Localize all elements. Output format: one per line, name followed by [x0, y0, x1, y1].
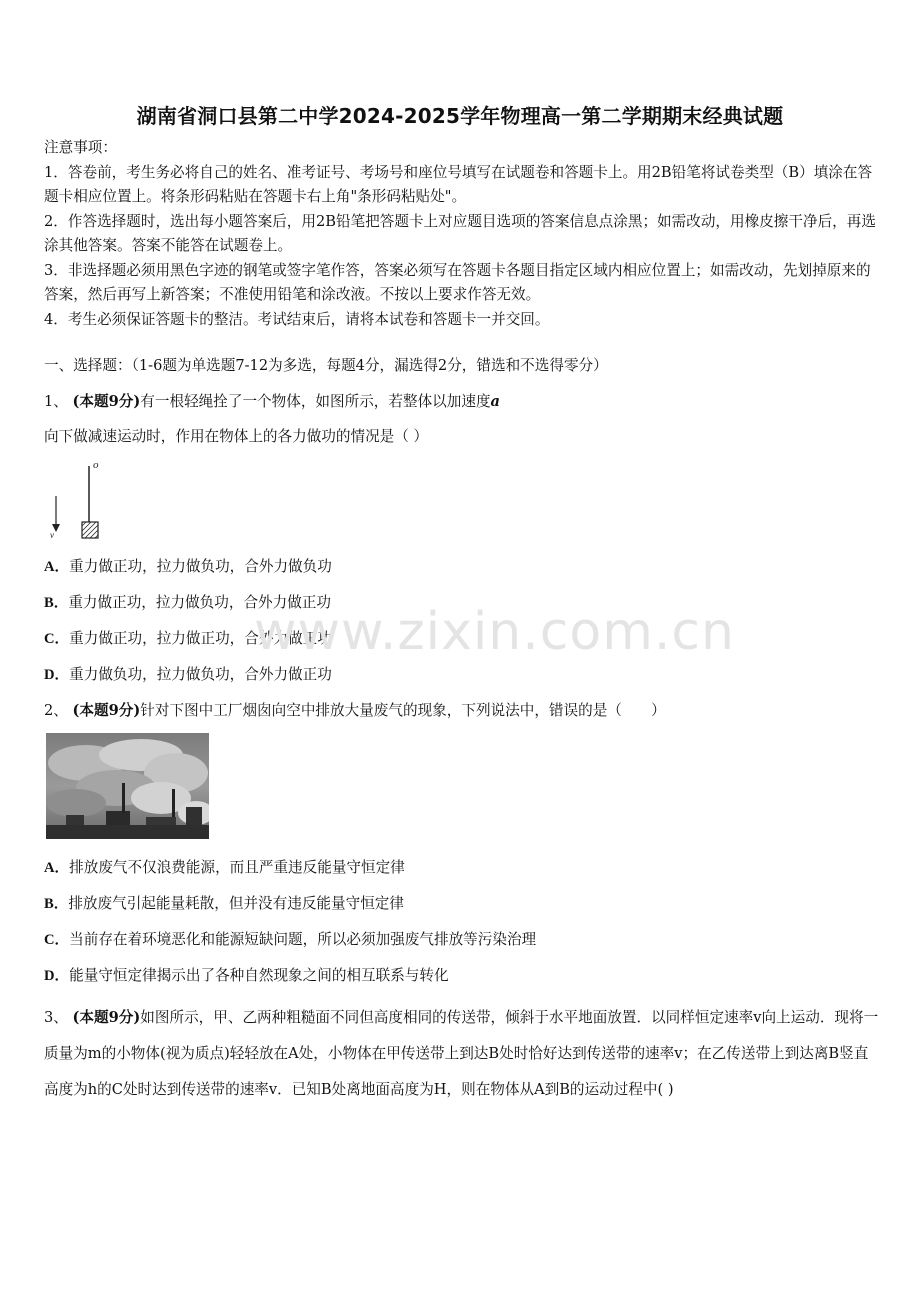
velocity-label: v: [50, 530, 54, 540]
option-text: 重力做负功，拉力做负功，合外力做正功: [69, 666, 332, 683]
option-key: C．: [44, 631, 70, 647]
option-c: [44, 928, 536, 949]
option-text: 排放废气不仅浪费能源，而且严重违反能量守恒定律: [69, 859, 405, 876]
option-text: 排放废气引起能量耗散，但并没有违反能量守恒定律: [68, 895, 404, 912]
question-stem-part2: 向下做减速运动时，作用在物体上的各力做功的情况是（ ）: [44, 428, 429, 445]
rope-object-diagram: [46, 456, 116, 542]
notice-item-3: 3．非选择题必须用黑色字迹的钢笔或签字笔作答，答案必须写在答题卡各题目指定区域内相应位置上；如需改动，先划掉原来的答案，然后再写上新答案；不准使用铅笔和涂改液。不按以上要求作答无效。: [44, 261, 871, 303]
point-o-label: o: [93, 459, 99, 471]
option-text: 重力做正功，拉力做负功，合外力做正功: [68, 594, 332, 611]
notice-item-2: 2．作答选择题时，选出每小题答案后，用2B铅笔把答题卡上对应题目选项的答案信息点涂黑；如需改动，用橡皮擦干净后，再选涂其他答案。答案不能答在试题卷上。: [44, 212, 876, 254]
option-key: B．: [44, 896, 69, 912]
option-text: 当前存在着环境恶化和能源短缺问题，所以必须加强废气排放等污染治理: [69, 931, 537, 948]
option-a: [44, 555, 332, 576]
option-text: 重力做正功，拉力做负功，合外力做负功: [69, 558, 332, 575]
question-stem: 针对下图中工厂烟囱向空中排放大量废气的现象，下列说法中，错误的是（ ）: [140, 702, 666, 719]
option-text: 重力做正功，拉力做正功，合外力做正功: [69, 630, 332, 647]
notice-item-1: 1．答卷前，考生务必将自己的姓名、准考证号、考场号和座位号填写在试题卷和答题卡上。用2B铅笔将试卷类型（B）填涂在答题卡相应位置上。将条形码粘贴在答题卡右上角"条形码粘贴处"。: [44, 163, 873, 205]
option-key: D．: [44, 968, 70, 984]
option-key: C．: [44, 932, 70, 948]
section-heading: 一、选择题：（1-6题为单选题7-12为多选，每题4分，漏选得2分，错选和不选得零分）: [44, 357, 608, 374]
question-number: 1、: [44, 393, 68, 410]
question-stem: 如图所示，甲、乙两种粗糙面不同但高度相同的传送带，倾斜于水平地面放置．以同样恒定速率v向上运动．现将一质量为m的小物体(视为质点)轻轻放在A处，小物体在甲传送带上到达B处时恰好达到传送带的速率v；在乙传送带上到达离B竖直高度为h的C处时达到传送带的速率v．已知B处离地面高度为H，则在物体从A到B的运动过程中( ): [44, 1009, 879, 1098]
question-3: [44, 1000, 882, 1108]
option-key: B．: [44, 595, 69, 611]
watermark: www.zixin.com.cn: [254, 602, 735, 662]
question-number: 2、: [44, 702, 68, 719]
option-key: D．: [44, 667, 70, 683]
question-2: [44, 699, 882, 720]
page-title: 湖南省洞口县第二中学2024-2025学年物理高一第二学期期末经典试题: [136, 104, 784, 128]
notice-heading: 注意事项：: [44, 139, 117, 156]
question-variable: a: [490, 393, 501, 410]
factory-smoke-photo: [46, 733, 209, 839]
question-1: [44, 384, 882, 454]
question-points: (本题9分): [72, 393, 141, 410]
notice-item-4: 4．考生必须保证答题卡的整洁。考试结束后，请将本试卷和答题卡一并交回。: [44, 310, 550, 328]
option-key: A．: [44, 860, 70, 876]
question-stem-part1: 有一根轻绳拴了一个物体，如图所示，若整体以加速度: [140, 393, 491, 410]
option-text: 能量守恒定律揭示出了各种自然现象之间的相互联系与转化: [69, 967, 449, 984]
question-points: (本题9分): [72, 702, 141, 719]
option-a: [44, 856, 405, 877]
notice-block: [44, 136, 884, 332]
option-d: [44, 663, 332, 684]
option-key: A．: [44, 559, 70, 575]
option-d: [44, 964, 449, 985]
option-b: [44, 892, 404, 913]
question-number: 3、: [44, 1009, 68, 1026]
question-points: (本题9分): [72, 1009, 141, 1026]
